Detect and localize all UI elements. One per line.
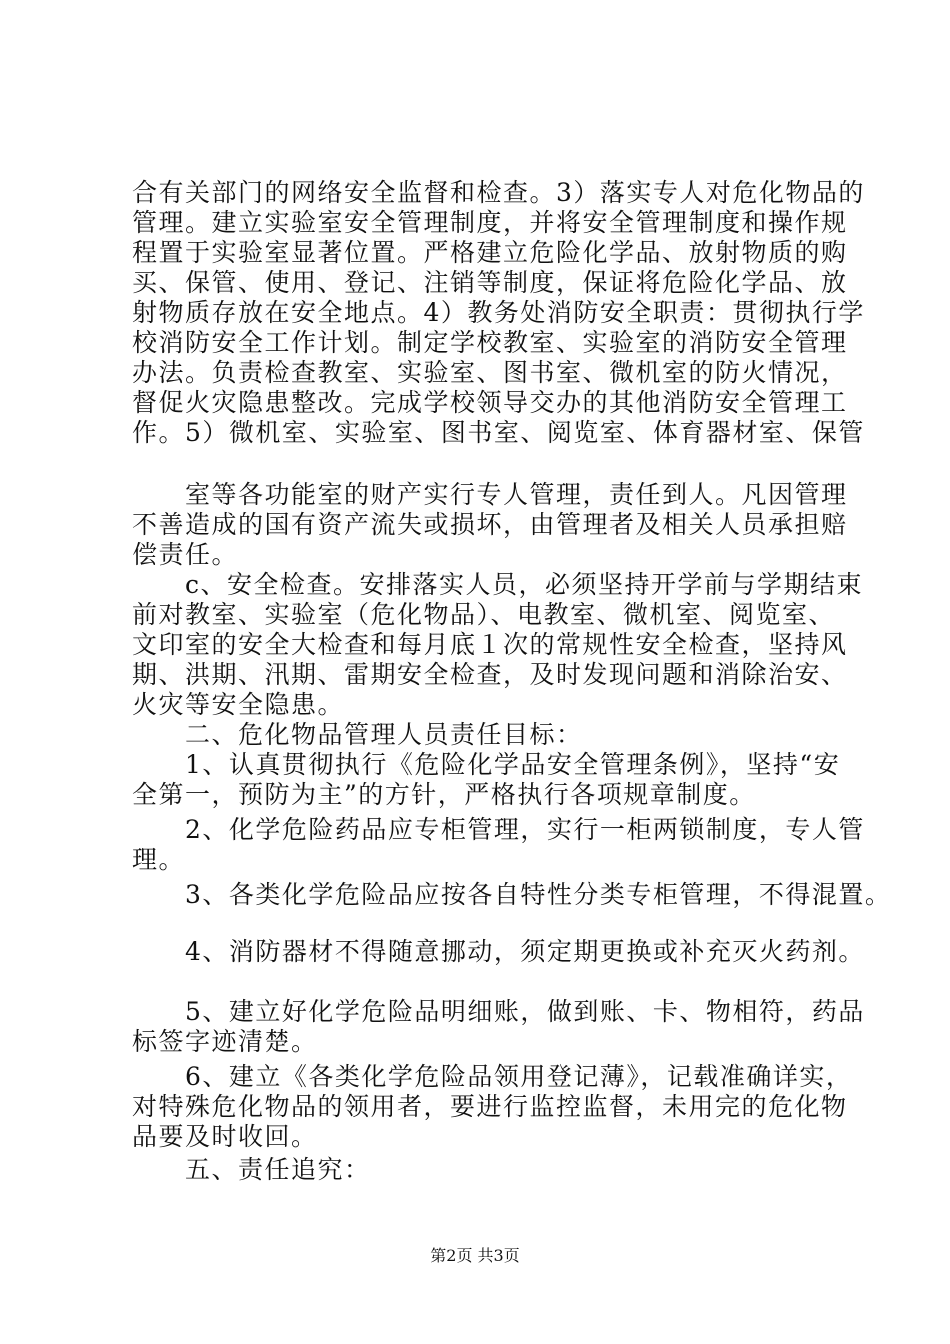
body-text-line: 5、建立好化学危险品明细账，做到账、卡、物相符，药品	[132, 997, 865, 1026]
body-text-line: 品要及时收回。	[132, 1122, 318, 1151]
body-text-line: c、安全检查。安排落实人员，必须坚持开学前与学期结束	[132, 570, 864, 599]
body-text-line: 3、各类化学危险品应按各自特性分类专柜管理，不得混置。	[132, 880, 892, 909]
body-text-line: 偿责任。	[132, 540, 239, 569]
body-text-line: 火灾等安全隐患。	[132, 690, 345, 719]
body-text-line: 不善造成的国有资产流失或损坏，由管理者及相关人员承担赔	[132, 510, 848, 539]
body-text-line: 全第一，预防为主”的方针，严格执行各项规章制度。	[132, 780, 756, 809]
body-text-line: 文印室的安全大检查和每月底１次的常规性安全检查，坚持风	[132, 630, 848, 659]
body-text-line: 1、认真贯彻执行《危险化学品安全管理条例》，坚持“安	[132, 750, 841, 779]
body-text-line: 2、化学危险药品应专柜管理，实行一柜两锁制度，专人管	[132, 815, 865, 844]
body-text-line: 6、建立《各类化学危险品领用登记薄》，记载准确详实，	[132, 1062, 853, 1091]
section-heading: 五、责任追究：	[132, 1155, 371, 1184]
body-text-line: 对特殊危化物品的领用者，要进行监控监督，未用完的危化物	[132, 1092, 848, 1121]
body-text-line: 射物质存放在安全地点。4）教务处消防安全职责：贯彻执行学	[132, 298, 865, 327]
body-text-line: 标签字迹清楚。	[132, 1027, 318, 1056]
body-text-line: 办法。负责检查教室、实验室、图书室、微机室的防火情况，	[132, 358, 848, 387]
body-text-line: 作。5）微机室、实验室、图书室、阅览室、体育器材室、保管	[132, 418, 865, 447]
body-text-line: 室等各功能室的财产实行专人管理，责任到人。凡因管理	[132, 480, 848, 509]
body-text-line: 前对教室、实验室（危化物品）、电教室、微机室、阅览室、	[132, 600, 836, 629]
section-heading: 二、危化物品管理人员责任目标：	[132, 720, 583, 749]
body-text-line: 管理。建立实验室安全管理制度，并将安全管理制度和操作规	[132, 208, 848, 237]
body-text-line: 买、保管、使用、登记、注销等制度，保证将危险化学品、放	[132, 268, 848, 297]
body-text-line: 期、洪期、汛期、雷期安全检查，及时发现问题和消除治安、	[132, 660, 848, 689]
page-footer: 第2页 共3页	[430, 1246, 520, 1265]
body-text-line: 4、消防器材不得随意挪动，须定期更换或补充灭火药剂。	[132, 937, 865, 966]
body-text-line: 合有关部门的网络安全监督和检查。3）落实专人对危化物品的	[132, 178, 865, 207]
body-text-line: 校消防安全工作计划。制定学校教室、实验室的消防安全管理	[132, 328, 848, 357]
body-text-line: 理。	[132, 845, 186, 874]
body-text-line: 程置于实验室显著位置。严格建立危险化学品、放射物质的购	[132, 238, 848, 267]
body-text-line: 督促火灾隐患整改。完成学校领导交办的其他消防安全管理工	[132, 388, 848, 417]
